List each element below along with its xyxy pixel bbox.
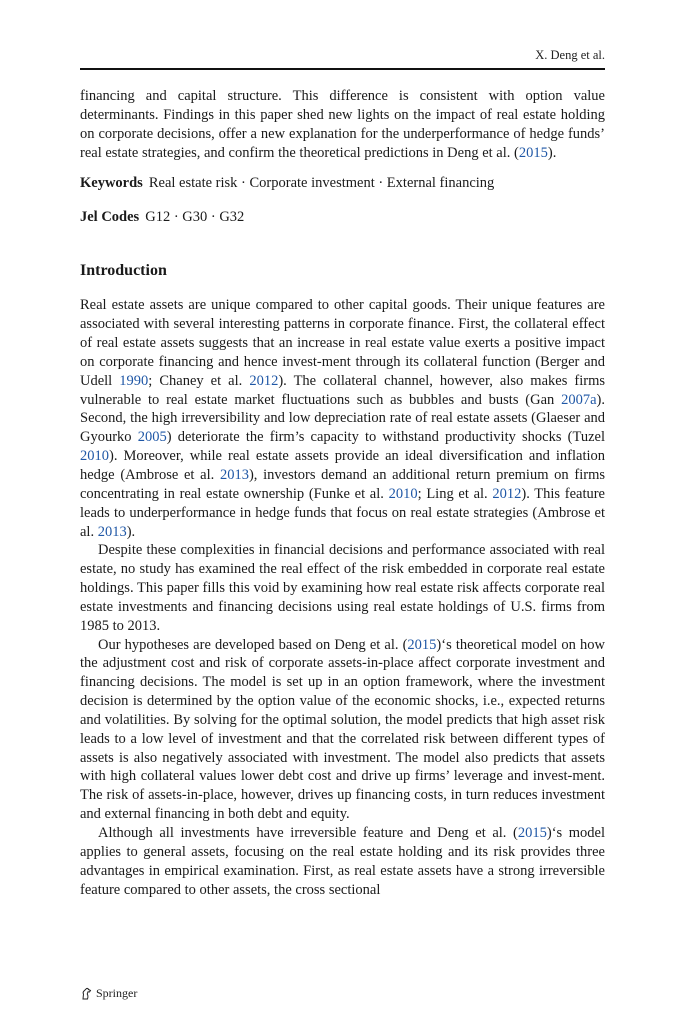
citation-link[interactable]: 2010: [388, 485, 418, 502]
jel-label: Jel Codes: [80, 209, 140, 226]
paragraph-text: )‘s theoretical model on how the adjustment cost and risk of corporate assets-in-place affect corporate investment and financing decisions. The model is set up in an option framework, where the investment decision is determined by the option value of the economic shocks, i.e., expected returns and volatilities. By solving for the optimal solution, the model predicts that high asset risk leads to a low level of investment and that the correlated risk between different types of assets is also negatively associated with investment. The model also predicts that assets with high collateral values lower debt cost and drive up firms’ leverage and invest-ment. The risk of assets-in-place, however, drives up financing costs, in turn reduces investment and external financing in both debt and equity.: [80, 636, 605, 823]
paragraph-text: )‘s model applies to general assets, focusing on the real estate holding and its risk provides three advantages in empirical examination. First, as real estate assets have a strong irreversible feature compared to other assets, the cross sectional: [80, 825, 605, 898]
paragraph-text: ).: [126, 523, 136, 540]
keywords-value: Real estate risk · Corporate investment · External financing: [148, 175, 495, 192]
running-head: X. Deng et al.: [535, 48, 605, 62]
citation-link[interactable]: 2010: [80, 448, 109, 465]
citation-link[interactable]: 2013: [97, 523, 127, 540]
abstract-tail-end: ).: [547, 144, 557, 161]
citation-link[interactable]: 2005: [137, 429, 167, 446]
paragraph-2: [80, 541, 605, 635]
paragraph-text: ) deteriorate the firm’s capacity to withstand productivity shocks (Tuzel: [166, 429, 605, 446]
paragraph-text: ; Ling et al.: [417, 485, 493, 502]
citation-link[interactable]: 2015: [517, 825, 547, 841]
publisher-name: Springer: [96, 986, 138, 1000]
header-rule: [80, 68, 605, 70]
paragraph-text: Real estate assets are unique compared to other capital goods. Their unique features are associated with several interesting patterns in corporate finance. First, the collateral effect of real estate assets suggests that an increase in real estate value exerts a positive impact on corporate financing and hence invest-ment through its collateral function (Berger and Udell: [80, 297, 605, 389]
paragraph-text: Despite these complexities in financial decisions and performance associated with real estate, no study has examined the real effect of the risk embedded in corporate real estate holdings. This paper fills this void by examining how real estate risk affects corporate real estate investments and financing decisions using real estate holdings of U.S. firms from 1985 to 2013.: [80, 542, 605, 634]
paragraph-text: Although all investments have irreversible feature and Deng et al. (: [98, 825, 518, 841]
citation-link[interactable]: 2007a: [561, 391, 597, 408]
jel-value: G12 · G30 · G32: [145, 209, 245, 226]
citation-link[interactable]: 1990: [119, 372, 149, 389]
keywords: [80, 174, 605, 193]
section-title: Introduction: [80, 262, 167, 280]
jel-codes: [80, 208, 605, 227]
paragraph-4: [80, 824, 605, 899]
keywords-label: Keywords: [80, 175, 143, 192]
paragraph-text: ). The collateral channel, however, also makes firms vulnerable to real estate market fluctuations such as bubbles and busts (Gan: [80, 372, 605, 408]
citation-link[interactable]: 2012: [249, 372, 279, 389]
paragraph-text: ). This feature leads to underperformance in hedge funds that focus on real estate strategies (Ambrose et al.: [80, 485, 605, 540]
paragraph-text: ; Chaney et al.: [148, 372, 250, 389]
abstract-tail: [80, 87, 605, 162]
paragraph-text: ), investors demand an additional return premium on firms concentrating in real estate ownership (Funke et al.: [80, 466, 605, 502]
citation-link[interactable]: 2015: [518, 144, 548, 161]
article-body: [80, 87, 605, 899]
abstract-tail-text: financing and capital structure. This difference is consistent with option value determinants. Findings in this paper shed new lights on the impact of real estate holding on corporate decisions, offer a new explanation for the underperformance of hedge funds’ real estate strategies, and confirm the theoretical predictions in Deng et al. (: [80, 88, 605, 161]
publisher-footer: [80, 986, 137, 1001]
paragraph-text: ). Moreover, while real estate assets provide an ideal diversification and inflation hedge (Ambrose et al.: [80, 448, 605, 483]
citation-link[interactable]: 2013: [219, 466, 249, 483]
paragraph-1: [80, 296, 605, 541]
springer-horse-icon: [80, 987, 93, 1000]
paragraph-text: Our hypotheses are developed based on Deng et al. (: [98, 636, 408, 653]
paragraph-text: ). Second, the high irreversibility and low depreciation rate of real estate assets (Glaeser and Gyourko: [80, 391, 605, 446]
citation-link[interactable]: 2015: [407, 636, 437, 653]
citation-link[interactable]: 2012: [492, 485, 522, 502]
paragraph-3: [80, 636, 605, 824]
